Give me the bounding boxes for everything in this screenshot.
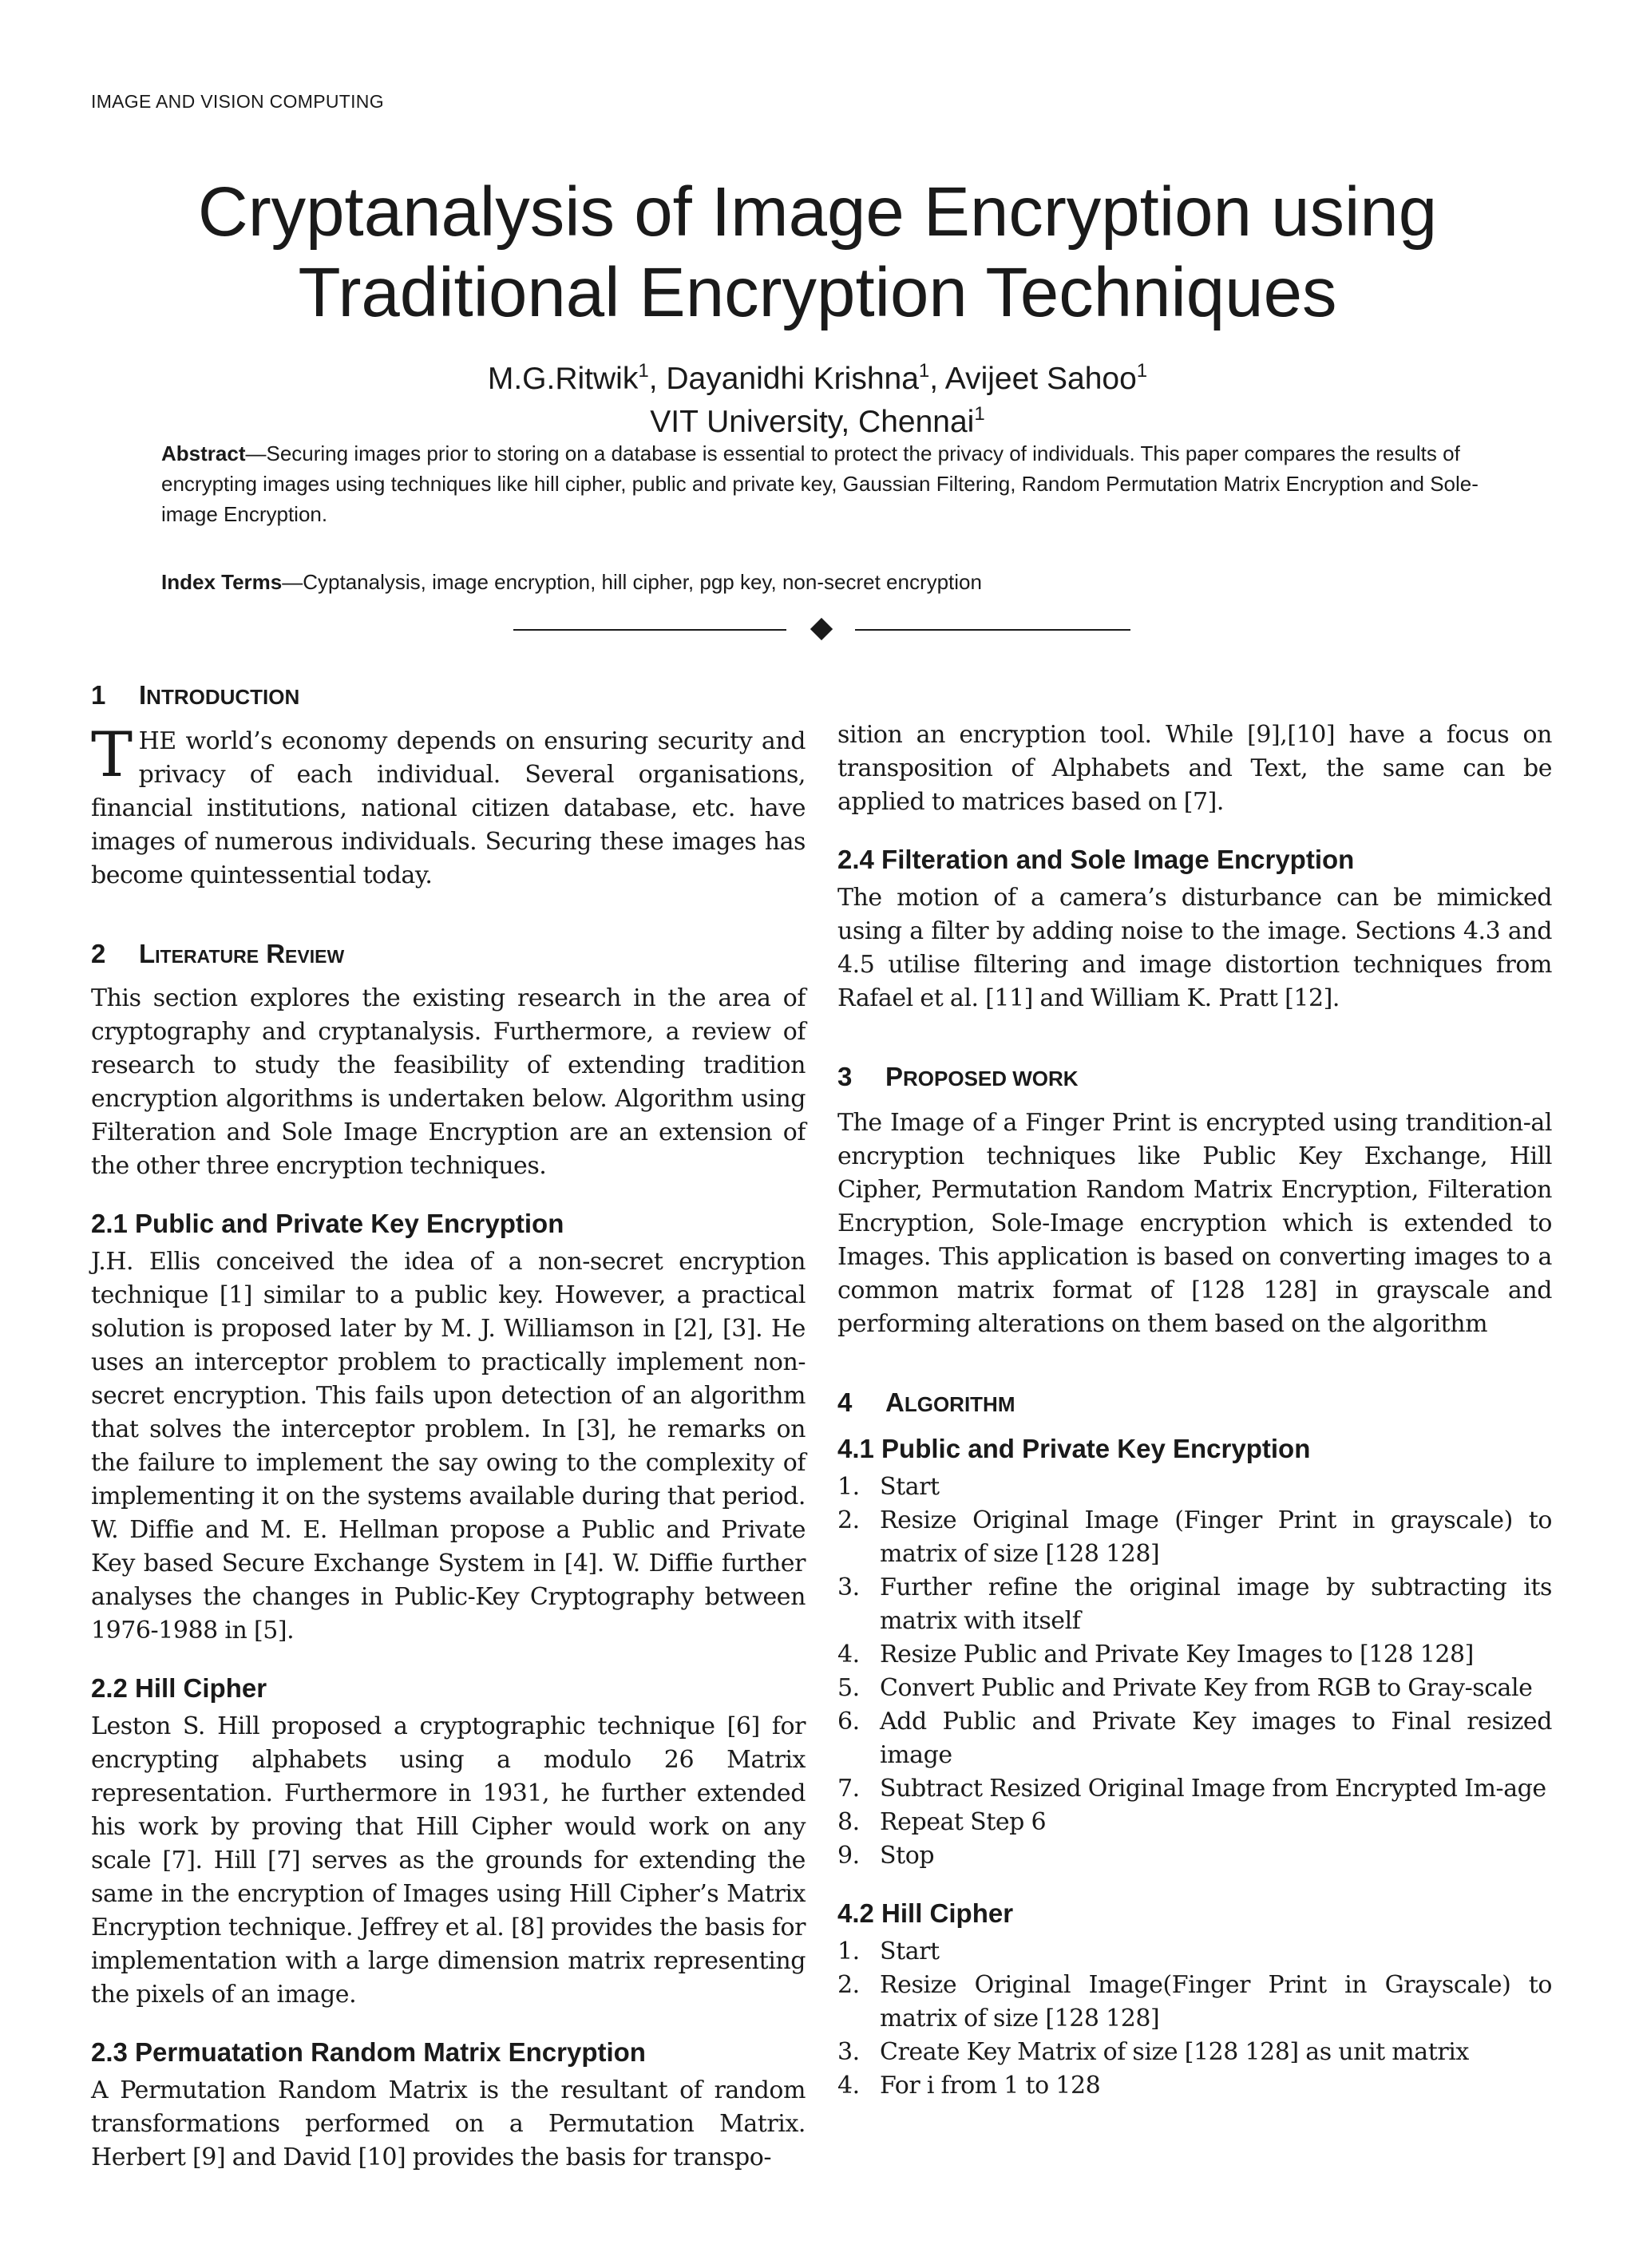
drop-cap: T	[91, 719, 133, 791]
affiliation: VIT University, Chennai$^1$	[650, 403, 985, 439]
divider-line-right	[855, 629, 1130, 631]
section-4-1-heading: 4.1 Public and Private Key Encryption	[837, 1434, 1311, 1463]
abstract-label: Abstract	[161, 441, 246, 465]
section-1-heading: 1 INTRODUCTION	[91, 680, 300, 710]
author-2-affil-mark: 1	[918, 360, 930, 382]
section-3-heading: 3 PROPOSED WORK	[837, 1062, 1079, 1091]
author-3: Avijeet Sahoo	[944, 362, 1137, 396]
list-item: 2. Resize Original Image (Finger Print in grayscale) to matrix of size [128 128]	[837, 1506, 1552, 1568]
section-4-2-steps	[837, 1935, 1552, 2103]
abstract-text: Securing images prior to storing on a database is essential to protect the privacy of individuals. This paper compares the results of encrypting images using techniques like hill cipher, public and private key, Gaussian Filtering, Random Permutation Matrix Encryption and Sole-image Encryption.	[161, 441, 1479, 526]
section-2-1-body: J.H. Ellis conceived the idea of a non-secret encryption technique [1] similar to a public key. However, a practical solution is proposed later by M. J. Williamson in [2], [3]. He uses an interceptor problem to practically implement non-secret encryption. This fails upon detection of an algorithm that solves the interceptor problem. In [3], he remarks on the failure to implement the say owing to the complexity of implementing it on the systems available during that period. W. Diffie and M. E. Hellman propose a Public and Private Key based Secure Exchange System in [4]. W. Diffie further analyses the changes in Public-Key Cryptography between 1976-1988 in [5].	[91, 1248, 806, 1645]
list-item: 1. Start	[837, 1937, 940, 1965]
section-1-body: THE world’s economy depends on ensuring security and privacy of each individual. Several organisations, financial institutions, national citizen database, etc. have images of numerous individuals. Securing these images has become quintessential today.	[91, 719, 806, 889]
author-1: M.G.Ritwik	[487, 362, 639, 396]
list-item: 6. Add Public and Private Key images to Final resized image	[837, 1708, 1552, 1769]
title-line-2: Traditional Encryption Techniques	[298, 254, 1337, 331]
author-block	[0, 358, 1635, 444]
section-2-heading: 2 Literature Review	[91, 939, 345, 968]
section-2-2-body: Leston S. Hill proposed a cryptographic technique [6] for encrypting alphabets using a modulo 26 Matrix representation. Furthermore in 1931, he further extended his work by proving that Hill Cipher would work on any scale [7]. Hill [7] serves as the grounds for extending the same in the encryption of Images using Hill Cipher’s Matrix Encryption technique. Jeffrey et al. [8] provides the basis for implementation with a large dimension matrix representing the pixels of an image.	[91, 1712, 806, 2009]
section-2-4-body: The motion of a camera’s disturbance can be mimicked using a filter by adding noise to the image. Sections 4.3 and 4.5 utilise filtering and image distortion techniques from Rafael et al. [11] and William K. Pratt [12].	[837, 884, 1552, 1012]
left-column	[91, 679, 806, 2175]
author-names: M.G.Ritwik$^1$, Dayanidhi Krishna$^1$, Avijeet Sahoo$^1$	[487, 360, 1148, 396]
index-terms: Index Terms—Cyptanalysis, image encryption, hill cipher, pgp key, non-secret encryption	[161, 570, 982, 594]
paper-title	[0, 172, 1635, 333]
index-terms-label: Index Terms	[161, 570, 283, 594]
section-2-4-heading: 2.4 Filteration and Sole Image Encryption	[837, 845, 1355, 874]
section-divider	[0, 616, 1635, 640]
section-4-heading: 4 ALGORITHM	[837, 1387, 1015, 1417]
author-3-affil-mark: 1	[1136, 360, 1148, 382]
section-4-2-heading: 4.2 Hill Cipher	[837, 1898, 1014, 1928]
section-2-3-heading: 2.3 Permuatation Random Matrix Encryption	[91, 2037, 646, 2067]
list-item: 3. Create Key Matrix of size [128 128] as unit matrix	[837, 2038, 1469, 2066]
list-item: 7. Subtract Resized Original Image from Encrypted Im-age	[837, 1775, 1546, 1803]
section-2-2-heading: 2.2 Hill Cipher	[91, 1673, 267, 1703]
author-1-affil-mark: 1	[638, 360, 649, 382]
diamond-icon	[810, 618, 833, 640]
section-2-1-heading: 2.1 Public and Private Key Encryption	[91, 1209, 564, 1238]
right-column	[837, 718, 1552, 2103]
affiliation-mark: 1	[974, 403, 985, 425]
list-item: 4. For i from 1 to 128	[837, 2072, 1101, 2100]
section-2-3-body: A Permutation Random Matrix is the resultant of random transformations performed on a Permutation Matrix. Herbert [9] and David [10] provides the basis for transpo-	[91, 2076, 806, 2171]
list-item: 9. Stop	[837, 1842, 935, 1870]
title-line-1: Cryptanalysis of Image Encryption using	[197, 173, 1438, 251]
index-terms-text: Cyptanalysis, image encryption, hill cipher, pgp key, non-secret encryption	[303, 570, 982, 594]
list-item: 2. Resize Original Image(Finger Print in Grayscale) to matrix of size [128 128]	[837, 1971, 1552, 2032]
author-2: Dayanidhi Krishna	[666, 362, 919, 396]
list-item: 5. Convert Public and Private Key from RGB to Gray-scale	[837, 1674, 1533, 1702]
section-2-3-body-continued: sition an encryption tool. While [9],[10] have a focus on transposition of Alphabets and Text, the same can be applied to matrices based on [7].	[837, 721, 1552, 816]
list-item: 1. Start	[837, 1473, 940, 1501]
list-item: 3. Further refine the original image by subtracting its matrix with itself	[837, 1573, 1552, 1635]
list-item: 4. Resize Public and Private Key Images to [128 128]	[837, 1641, 1474, 1668]
running-head: IMAGE AND VISION COMPUTING	[91, 91, 384, 112]
list-item: 8. Repeat Step 6	[837, 1808, 1047, 1836]
section-4-1-steps	[837, 1470, 1552, 1873]
divider-line-left	[513, 629, 786, 631]
section-3-body: The Image of a Finger Print is encrypted using trandition-al encryption techniques like Public Key Exchange, Hill Cipher, Permutation Random Matrix Encryption, Filteration Encryption, Sole-Image encryption which is extended to Images. This application is based on converting images to a common matrix format of [128 128] in grayscale and performing alterations on them based on the algorithm	[837, 1109, 1552, 1338]
abstract: Abstract—Securing images prior to storing on a database is essential to protect the privacy of individuals. This paper compares the results of encrypting images using techniques like hill cipher, public and private key, Gaussian Filtering, Random Permutation Matrix Encryption and Sole-image Encryption.	[161, 441, 1479, 526]
section-2-body: This section explores the existing research in the area of cryptography and cryptanalysis. Furthermore, a review of research to study the feasibility of extending tradition encryption algorithms is undertaken below. Algorithm using Filteration and Sole Image Encryption are an extension of the other three encryption techniques.	[91, 984, 806, 1180]
